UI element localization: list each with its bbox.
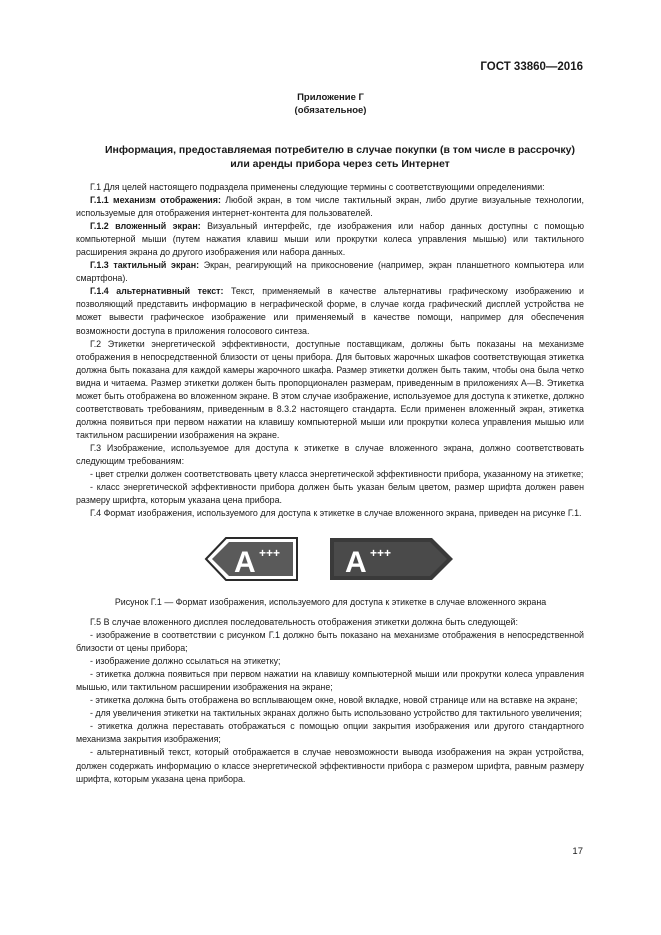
annex-status: (обязательное) bbox=[294, 105, 367, 116]
definition: Текст, применяемый в качестве альтернативы графическому изображению и позволяющий представить информацию в нeграфической форме, в случае когда графический дисплей устройства не может вывести графическое изображение или применяемый в качестве помощи, например для обеспечения возможности доступа в приложения голосового синтеза. bbox=[76, 286, 584, 336]
annex-title: Приложение Г bbox=[297, 92, 364, 103]
page-number: 17 bbox=[572, 846, 583, 857]
list-item: - класс энергетической эффективности прибора должен быть указан белым цветом, размер шрифта должен равен размеру шрифта, которым указана цена прибора. bbox=[76, 482, 584, 506]
term: Г.1.3 тактильный экран: bbox=[90, 260, 200, 271]
paragraph: Г.4 Формат изображения, используемого для доступа к этикетке в случае вложенного экрана, приведен на рисунке Г.1. bbox=[90, 508, 582, 519]
definition: Визуальный интерфейс, где изображения или набор данных доступны с помощью компьютерной мыши (путем нажатия клавиш мыши или прокрутки колеса управления мышью) или тактильного расширения экрана до другого изображения или набора данных. bbox=[76, 221, 584, 258]
paragraph: Г.2 Этикетки энергетической эффективности, доступные поставщикам, должны быть показаны на механизме отображения в непосредственной близости от цены прибора. Для бытовых жарочных шкафов соответствующая этикетка должна быть показана для каждой камеры жарочного шкафа. Размер этикетки должен быть таким, чтобы она была четко видна и читаема. Размер этикетки должен быть пропорционален размерам, приведенным в приложениях А—В. Этикетка может быть отображена во вложенном экране. В этом случае изображение, используемое для доступа к этикетке, должно соответствовать требованиям, приведенным в 8.3.2 настоящего стандарта. Если применен вложенный экран, этикетка должна появиться при первом нажатии на клавишу компьютерной мыши или прокрутки колеса управления мышью или тактильном расширении изображения на экране. bbox=[76, 338, 584, 440]
energy-arrow-right bbox=[330, 538, 453, 580]
list-item: - изображение должно ссылаться на этикетку; bbox=[90, 656, 281, 667]
energy-class-plus-left: +++ bbox=[259, 546, 281, 560]
paragraph-definition bbox=[76, 259, 584, 285]
list-item: - цвет стрелки должен соответствовать цвету класса энергетической эффективности прибора, указанному на этикетке; bbox=[90, 469, 584, 480]
paragraph-definition bbox=[76, 220, 584, 259]
section-title-line-2: или аренды прибора через сеть Интернет bbox=[230, 158, 450, 170]
body-text-top bbox=[76, 181, 584, 520]
section-title bbox=[50, 143, 630, 171]
paragraph-definition bbox=[76, 285, 584, 337]
energy-label-figure bbox=[204, 535, 456, 583]
energy-class-letter-left: A bbox=[234, 546, 256, 579]
term: Г.1.2 вложенный экран: bbox=[90, 221, 201, 232]
section-title-line-1: Информация, предоставляемая потребителю в случае покупки (в том числе в рассрочку) bbox=[104, 144, 576, 156]
paragraph: Г.1 Для целей настоящего подраздела применены следующие термины с соответствующими определениями: bbox=[90, 182, 545, 192]
energy-arrow-left bbox=[206, 538, 297, 580]
energy-class-plus-right: +++ bbox=[370, 546, 392, 560]
figure-caption: Рисунок Г.1 — Формат изображения, используемого для доступа к этикетке в случае вложенного экрана bbox=[114, 597, 547, 607]
list-item: - альтернативный текст, который отображается в случае невозможности вывода изображения на экран устройства, должен содержать информацию о классе энергетической эффективности прибора с размером шрифта, равным размеру шрифта, которым указана цена прибора. bbox=[76, 747, 584, 784]
list-item: - этикетка должна быть отображена во всплывающем окне, новой вкладке, новой странице или на вставке на экране; bbox=[90, 695, 578, 706]
paragraph: Г.3 Изображение, используемое для доступа к этикетке в случае вложенного экрана, должно соответствовать следующим требованиям: bbox=[76, 442, 584, 466]
list-item: - этикетка должна появиться при первом нажатии на клавишу компьютерной мыши или прокрутки колеса управления мышью, или тактильном расширении изображения на экране; bbox=[76, 669, 584, 693]
energy-class-letter-right: A bbox=[345, 546, 367, 579]
list-item: - этикетка должна переставать отображаться с помощью опции закрытия изображения или другого стандартного механизма закрытия изображения; bbox=[76, 721, 584, 745]
definition: Любой экран, в том числе тактильный экран, либо другие визуальные технологии, используемые для отображения интернет-контента для пользователей. bbox=[76, 195, 585, 219]
definition: Экран, реагирующий на прикосновение (например, экран планшетного компьютера или смартфона). bbox=[76, 260, 584, 284]
term: Г.1.1 механизм отображения: bbox=[90, 195, 221, 206]
list-item: - изображение в соответствии с рисунком Г.1 должно быть показано на механизме отображения в непосредственной близости от цены прибора; bbox=[76, 630, 584, 654]
paragraph: Г.5 В случае вложенного дисплея последовательность отображения этикетки должна быть следующей: bbox=[90, 617, 518, 627]
term: Г.1.4 альтернативный текст: bbox=[90, 286, 224, 297]
document-code: ГОСТ 33860—2016 bbox=[480, 61, 583, 73]
paragraph-definition bbox=[76, 194, 584, 220]
annex-heading bbox=[0, 91, 661, 117]
list-item: - для увеличения этикетки на тактильных экранах должно быть использовано устройство для тактильного увеличения; bbox=[90, 708, 582, 719]
body-text-bottom bbox=[76, 616, 584, 786]
